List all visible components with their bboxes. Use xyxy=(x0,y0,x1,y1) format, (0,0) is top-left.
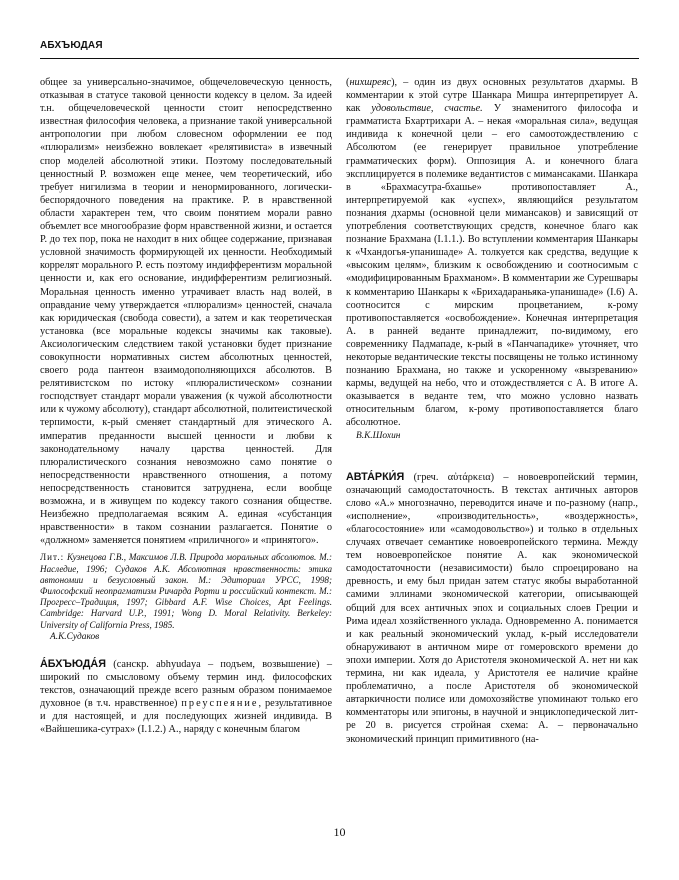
right-paragraph xyxy=(346,76,638,430)
author-signature: А.К.Судаков xyxy=(50,631,100,642)
text-span: ( xyxy=(346,77,350,88)
entry-headword: АВТА́РКИ́Я xyxy=(346,470,405,483)
literature-list xyxy=(40,552,332,630)
entry-text: (санскр. abhyudaya – подъем, возвышение) – широкий по смысловому объему термин инд. философских текстов, означающий прежде всего разным образом понимаемое духовное (в т.ч. нравственное) xyxy=(40,658,333,710)
entry-text: (греч. αὐτάρκεια) – новоевропейский термин, означающий самодостаточность. В текстах античных авторов слово «А.» многозначно, переводится иначе и по-разному (напр., «исполнение», «производительность», «воздержность», «благосостояние» или «самодовольство») и только в отдельных случаях отвечает семантике новоевропейского термина. Между тем новоевропейское понятие А. как экономической самодостаточности (независимости) было спроецировано на древность, и ему был придан затем статус якобы выработанной самими эллинами экономической категории, описывающей общий для всех античных эпох и социальных слоев Греции и Рима идеал хозяйственного уклада. Одновременно А. понимается и как реальный экономический уклад, к-рый исследователи обнаруживают в античном мире от гомеровского времени до эпохи империи. Хотя до Аристотеля экономической А. нет ни как термина, ни как идеала, у Аристотеля ее наличие крайне проблематично, а после Аристотеля об экономической автаркичности полисе или домохозяйстве упоминают только его комментаторы или эпигоны, в научной и энциклопедической лит-ре 20 в. рисуется стройная схема: А. – первоначально экономический принцип примитивного (на- xyxy=(346,471,638,745)
right-column xyxy=(346,76,638,746)
left-paragraph: общее за универсально-значимое, общечеловеческую ценность, отказывая в статусе таковой ценности кодексу в целом. За идеей т.н. общечеловеческой ценности стоит непосредственно известная философия человека, а признание такой универсальной антропологии при любом словесном оформлении ее под «плюрализм» неизбежно вовлекает «релятивистa» в извечный спор моделей абсолютной этики. Поэтому последовательный ценностный Р. возможен еще менее, чем теоретический, ибо требует нигилизма в теории и ненормированного, логически-беспорядочного поведения на практике. Р. в нравственной области характерен тем, что своим понятием морали равно объемлет все многообразие форм нравственной жизни, и остается Р. до тех пор, пока не находит в них общее содержание, признавая условной значимость формирующей их ценности. Необходимый коррелят морального Р. есть поэтому индифферентизм моральной ценности и, как его основание, индифферентизм религиозный. Моральная ценность именно утрачивает власть над волей, в оправдание чему утверждается «плюрализм» ценностей, сначала как юридическая (свобода совести), а затем и как теоретическая установка (все моральные кодексы значимы как таковые). Аксиологическим следствием такой установки будет признание совокупности нормативных систем абсолютных ценностей, своего рода пантеон взаимодополняющихся абсолютов. В релятивистском по истоку «плюралистическом» сознании господствует стандарт морали уважения (к чужой абсолютности или к чужому абсолюту), стандарт абсолютной, политеистической терпимости, к-рый сменяет стандартный для этического А. императив преданности высшей ценности и любви к законодательному началу царства ценностей. Для плюралистического сознания невозможно само понятие о непосредственности нравственного отношения, а потому непосредственность становится затруднена, если вообще возможна, и в живущем по кодексу такого сознания обществе. Неизбежно предполагаемая всяким А. единая «субстанция нравственности» в таком сознании разлагается. Понятие о «должном» заменяется понятием «приличного» и «принятого». xyxy=(40,77,332,547)
entry-avtarkiya xyxy=(346,471,638,746)
italic-term: удовольствие, счастье. xyxy=(371,103,483,115)
text-span: У знаменитого философа и грамматиста Бхартрихари А. – некая «моральная сила», ведущая индивида к конечной цели – его самоотождествлению с Абсолютом (ее генерирует правильное употребление грамматических форм). Оппозиция А. и конечного блага эксплицируется в полемике ведантистов с мимансаками. Шанкара в «Брахмасутра-бхашье» противопоставляет А., интерпретируемой как «успех», являющийся результатом познания дхармы (основной цели мимансаков) и зависящий от употребления соответствующих средств, конечное благо как познание Брахмана (I.1.1.). Во вступлении комментария Шанкары к «Чхандогья-упанишаде» А. толкуется как средства, ведущие к «высоким целям», близким к освобождению и соотносимым с «модифицированным Брахманом». В комментарии же Сурешвары к комментарию Шанкары к «Брихадараньяка-упанишаде» (I.6) А. соотносится с мирским процветанием, к-рому противопоставляется «освобождение». Конечная интерпретация А. в ранней веданте принадлежит, по-видимому, его современнику Падмападе, к-рый в «Панчападике» уточняет, что некоторые ведантические тексты посвящены не только истинному познанию Брахмана, но также и ускоренному «вызреванию» кармы, ведущей на небо, что и отождествляется с А. В итоге А. оказывается в веданте тем, что можно условно назвать относительным благом, к-рому противопоставляется благо абсолютное. xyxy=(346,103,638,429)
literature-text: Кузнецова Г.В., Максимов Л.В. Природа моральных абсолютов. М.: Наследие, 1996; Судаков А.К. Абсолютная нравственность: этика автономии и безусловный закон. М.: Эдиториал УРСС, 1998; Философский неопрагматизм Ричарда Рорти и российский контекст. М.: Прогресс–Традиция, 1997; Gibbard A.F. Wise Choices, Apt Feelings. Cambridge: Harvard U.P., 1991; Wong D. Moral Relativity. Berkeley: University of California Press, 1985. xyxy=(40,552,332,630)
header-rule xyxy=(40,58,639,59)
page-number: 10 xyxy=(333,825,346,839)
entry-emphasis: преуспеяние xyxy=(181,698,259,710)
literature-label: Лит.: xyxy=(40,552,65,563)
entry-text-continued: , результативное и для настоящей, и для последующих жизней индивида. В «Вайшешика-сутрах» (I.1.2.) А., наряду с конечным благом xyxy=(40,698,333,736)
running-head: АБХЪЮДАЯ xyxy=(40,40,103,51)
left-column xyxy=(40,76,332,736)
italic-term: нихшреяс xyxy=(349,77,392,88)
entry-abhyudaya xyxy=(40,658,332,737)
text-span: ), – один из двух основных результатов дхармы. В комментарии к этой сутре Шанкара Мишра интерпретирует А. как xyxy=(346,77,638,115)
entry-headword: А́БХЪЮДА́Я xyxy=(40,657,106,670)
author-signature: В.К.Шохин xyxy=(356,430,401,441)
